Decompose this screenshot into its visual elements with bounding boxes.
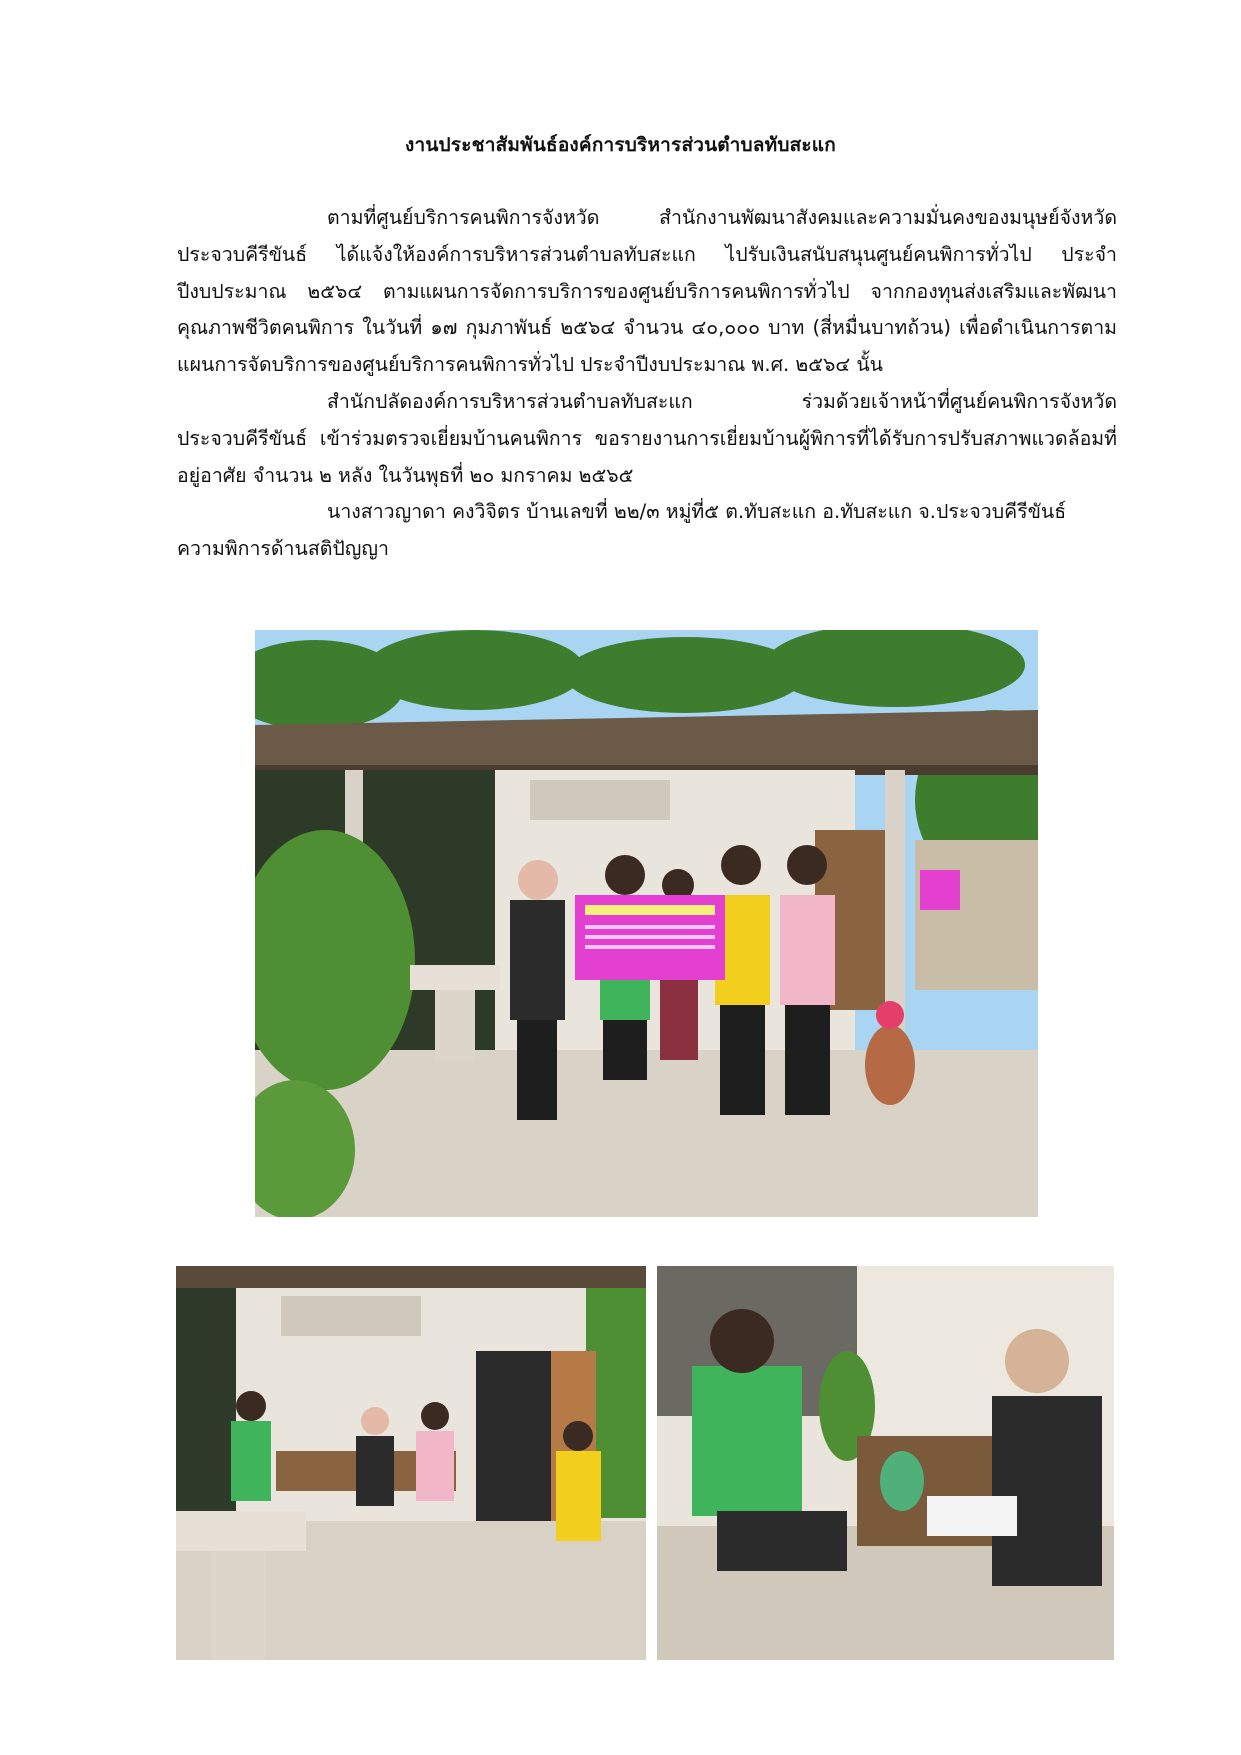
paragraph-2: สำนักปลัดองค์การบริหารส่วนตำบลทับสะแก ร่วมด้วยเจ้าหน้าที่ศูนย์คนพิการจังหวัดประจวบคีรีขันธ์ เข้าร่วมตรวจเยี่ยมบ้านคนพิการ ขอรายงานการเยี่ยมบ้านผู้พิการที่ได้รับการปรับสภาพแวดล้อมที่อยู่อาศัย จำนวน ๒ หลัง ในวันพุธที่ ๒๐ มกราคม ๒๕๖๕	[177, 389, 1117, 487]
paragraph-3: นางสาวญาดา คงวิจิตร บ้านเลขที่ ๒๒/๓ หมู่ที่๕ ต.ทับสะแก อ.ทับสะแก จ.ประจวบคีรีขันธ์	[327, 500, 1067, 524]
trailing-line: ความพิการด้านสติปัญญา	[177, 537, 389, 561]
photo-seated-visit	[176, 1266, 646, 1660]
photo-group-with-sign	[255, 630, 1038, 1217]
photo-interview-illustration	[657, 1266, 1114, 1660]
page-title: งานประชาสัมพันธ์องค์การบริหารส่วนตำบลทับสะแก	[405, 134, 836, 156]
photo-seated-illustration	[176, 1266, 646, 1660]
photo-interview	[657, 1266, 1114, 1660]
photo-group-illustration	[255, 630, 1038, 1217]
document-body	[177, 200, 1117, 568]
paragraph-1: ตามที่ศูนย์บริการคนพิการจังหวัด สำนักงานพัฒนาสังคมและความมั่นคงของมนุษย์จังหวัดประจวบคีรีขันธ์ ได้แจ้งให้องค์การบริหารส่วนตำบลทับสะแก ไปรับเงินสนับสนุนศูนย์คนพิการทั่วไป ประจำปีงบประมาณ ๒๕๖๔ ตามแผนการจัดการบริการของศูนย์บริการคนพิการทั่วไป จากกองทุนส่งเสริมและพัฒนาคุณภาพชีวิตคนพิการ ในวันที่ ๑๗ กุมภาพันธ์ ๒๕๖๔ จำนวน ๔๐,๐๐๐ บาท (สี่หมื่นบาทถ้วน) เพื่อดำเนินการตามแผนการจัดบริการของศูนย์บริการคนพิการทั่วไป ประจำปีงบประมาณ พ.ศ. ๒๕๖๔ นั้น	[177, 206, 1117, 377]
